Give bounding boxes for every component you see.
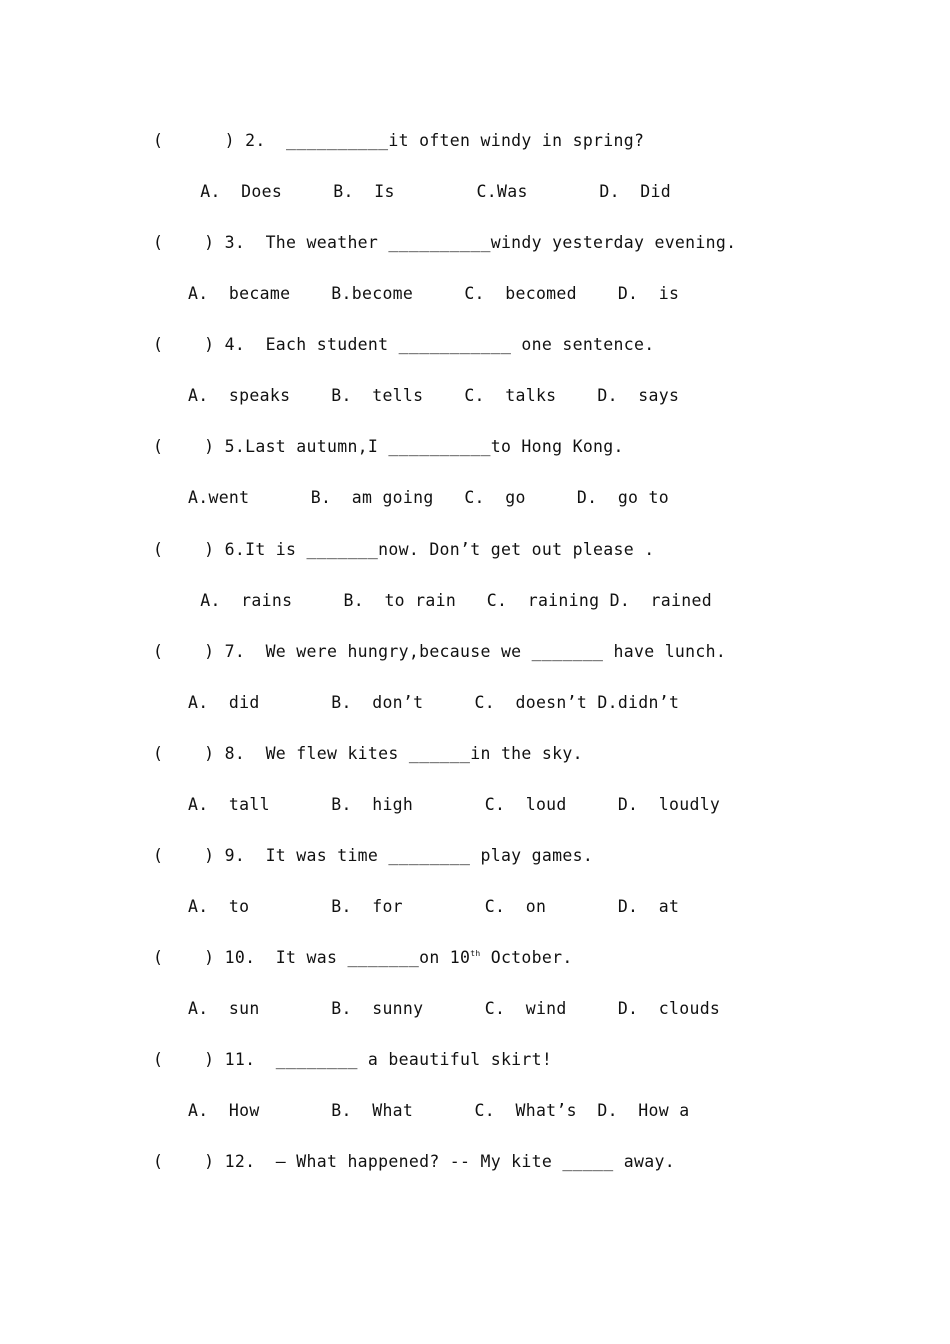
question-9-options: A. to B. for C. on D. at — [188, 897, 680, 916]
question-5-stem: ( ) 5.Last autumn,I __________to Hong Kong. — [153, 437, 624, 456]
question-10-superscript: th — [470, 949, 481, 958]
question-9-stem: ( ) 9. It was time ________ play games. — [153, 846, 594, 865]
question-4-options: A. speaks B. tells C. talks D. says — [188, 386, 680, 405]
question-10-stem-text: ( ) 10. It was _______on 10 — [153, 948, 471, 967]
question-5-options: A.went B. am going C. go D. go to — [188, 488, 669, 507]
question-6-stem: ( ) 6.It is _______now. Don’t get out please . — [153, 540, 655, 559]
question-11-stem: ( ) 11. ________ a beautiful skirt! — [153, 1050, 553, 1069]
question-6-options: A. rains B. to rain C. raining D. rained — [190, 591, 712, 610]
question-12-stem: ( ) 12. — What happened? -- My kite _____ away. — [153, 1152, 675, 1171]
question-3-stem: ( ) 3. The weather __________windy yesterday evening. — [153, 233, 737, 252]
question-7-options: A. did B. don’t C. doesn’t D.didn’t — [188, 693, 680, 712]
question-10-stem — [153, 948, 573, 968]
question-10-stem-end: October. — [480, 948, 573, 967]
question-8-options: A. tall B. high C. loud D. loudly — [188, 795, 721, 814]
question-8-stem: ( ) 8. We flew kites ______in the sky. — [153, 744, 583, 763]
question-2-options: A. Does B. Is C.Was D. Did — [190, 182, 671, 201]
question-11-options: A. How B. What C. What’s D. How a — [188, 1101, 690, 1120]
question-3-options: A. became B.become C. becomed D. is — [188, 284, 680, 303]
question-2-stem: ( ) 2. __________it often windy in spring? — [153, 131, 645, 150]
question-10-options: A. sun B. sunny C. wind D. clouds — [188, 999, 721, 1018]
question-4-stem: ( ) 4. Each student ___________ one sentence. — [153, 335, 655, 354]
question-7-stem: ( ) 7. We were hungry,because we _______ have lunch. — [153, 642, 727, 661]
